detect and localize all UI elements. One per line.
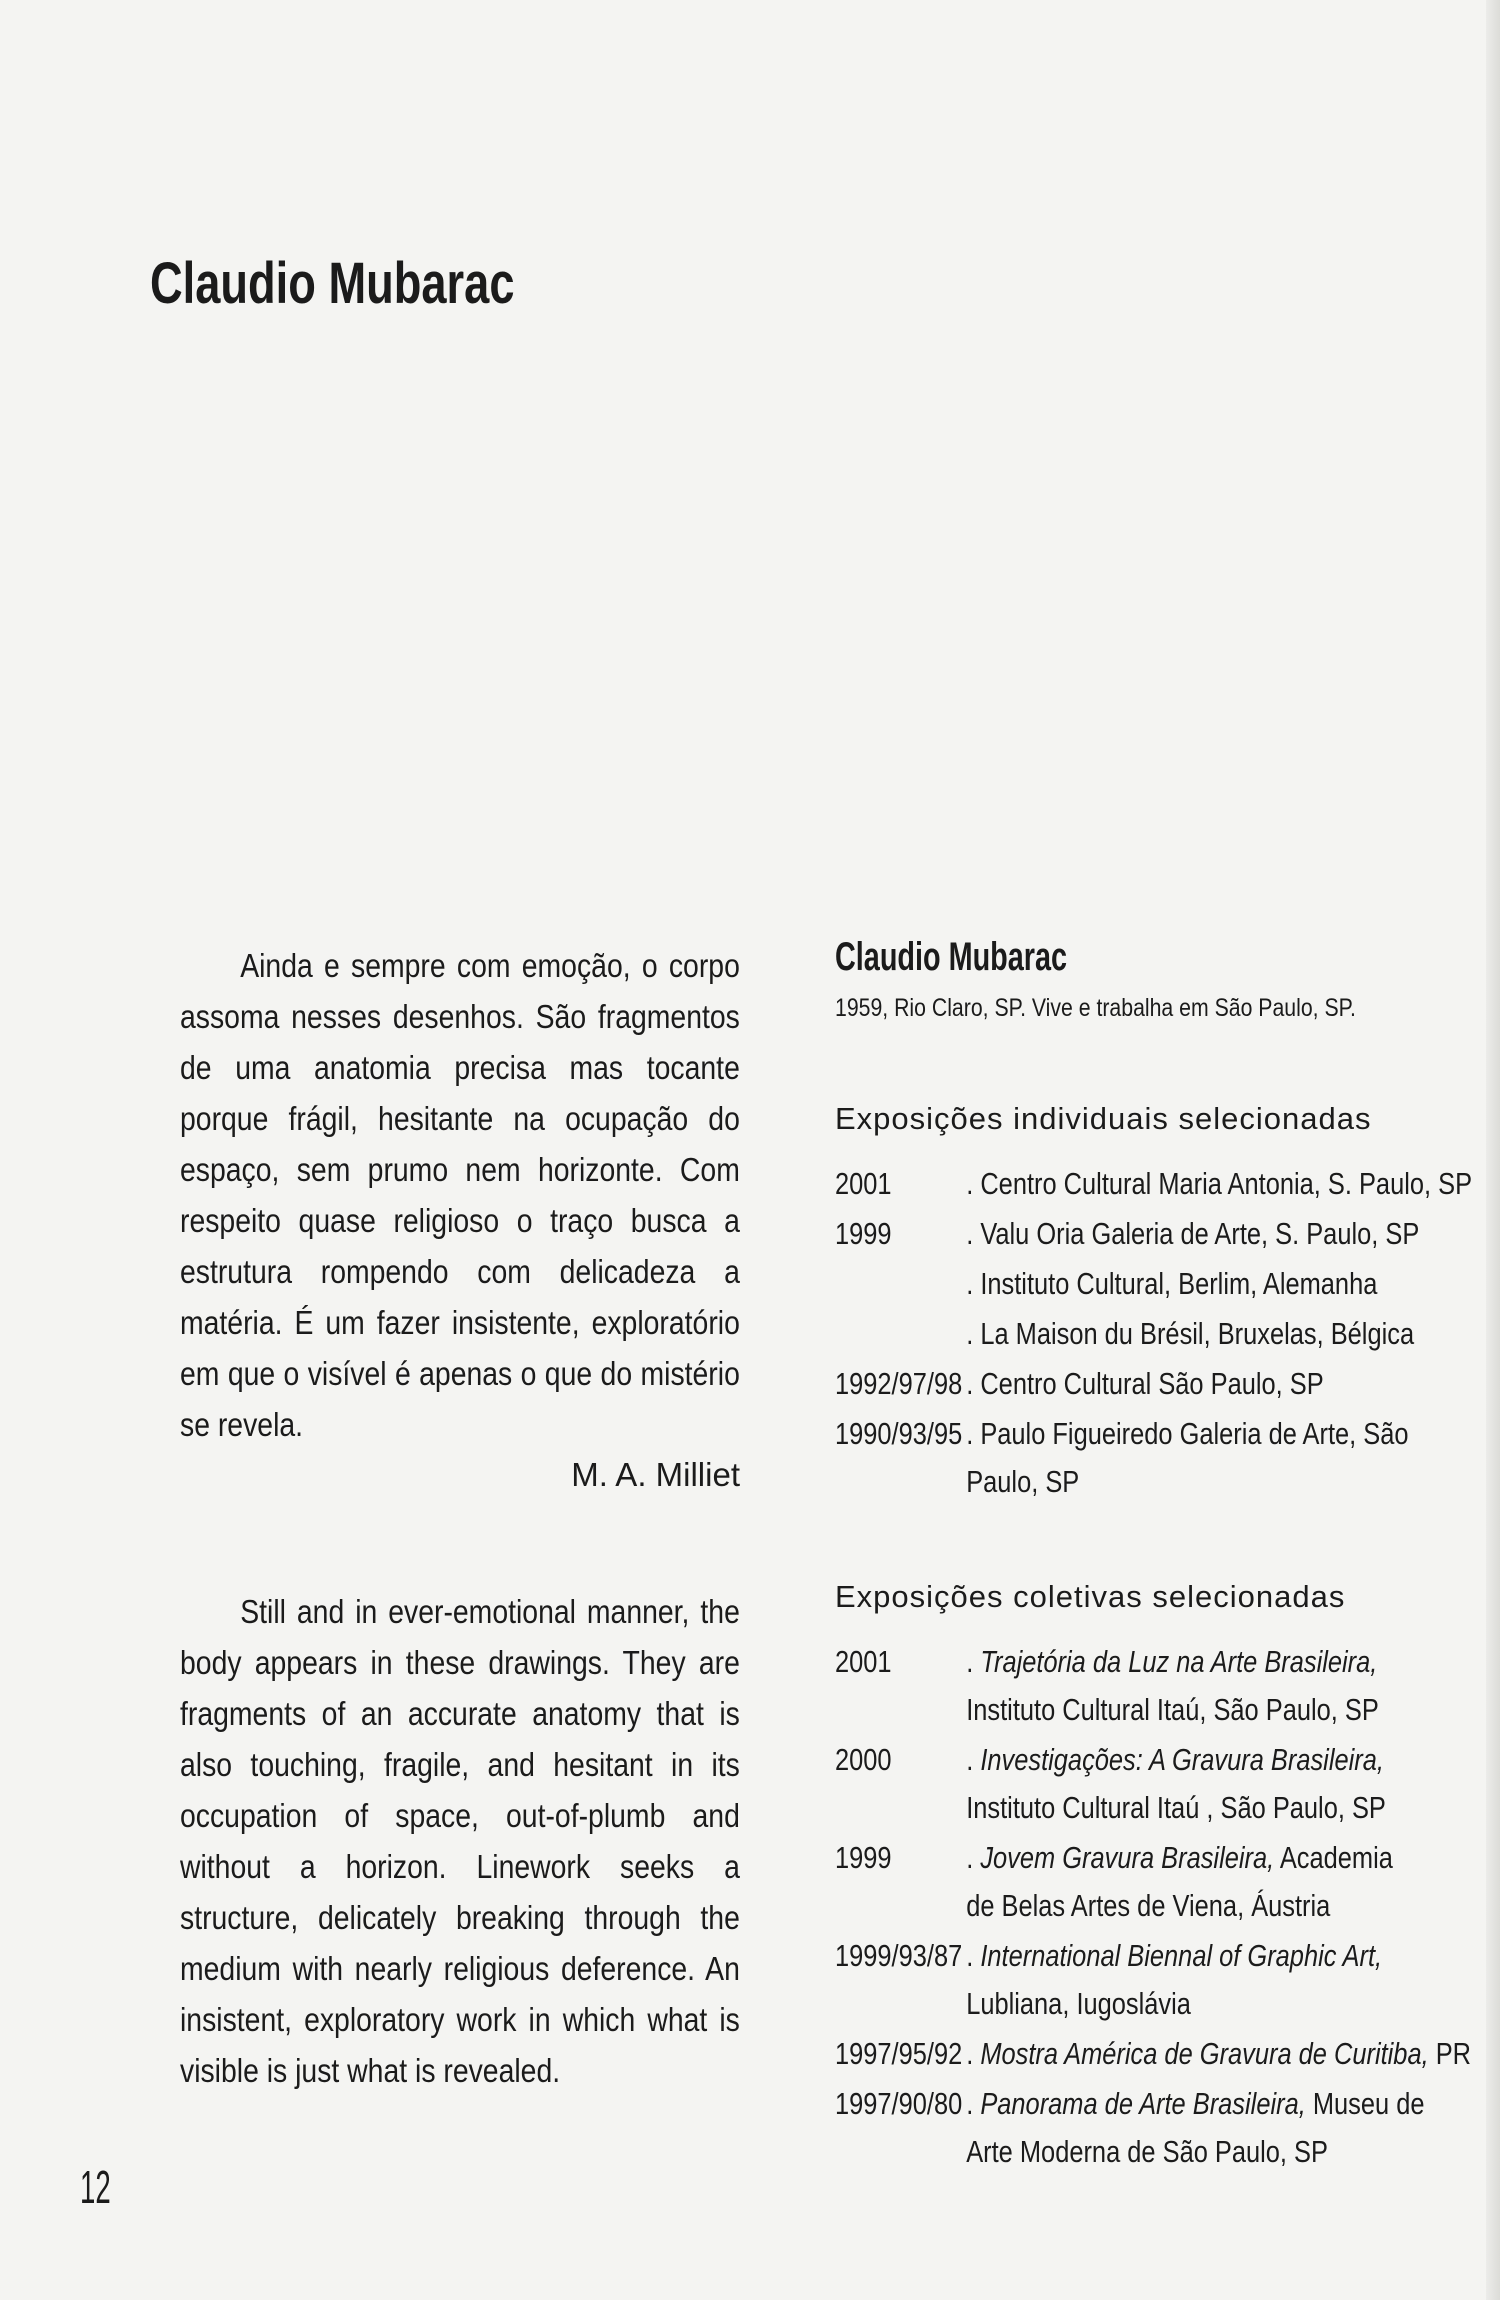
exhibition-text	[966, 1637, 1491, 1735]
solo-exhibitions-title: Exposições individuais selecionadas	[835, 1101, 1372, 1136]
exhibition-row	[835, 2029, 1491, 2079]
exhibition-year: 1999/93/87	[835, 1938, 963, 1973]
exhibition-line	[966, 2079, 1491, 2129]
exhibition-year: 2001	[835, 1644, 892, 1679]
page-edge-shadow	[1486, 0, 1500, 2300]
essay-portuguese-text: Ainda e sempre com emoção, o corpo assoma nesses desenhos. São fragmentos de uma anatomia precisa mas tocante porque frágil, hesitante na ocupação do espaço, sem prumo nem horizonte. Com respeito quase religioso o traço busca a estrutura rompendo com delicadeza a matéria. É um fazer insistente, exploratório em que o visível é apenas o que do mistério se revela.	[180, 947, 740, 1443]
artist-name: Claudio Mubarac	[835, 935, 1068, 979]
exhibition-year: 1999	[835, 1840, 892, 1875]
exhibition-bullet: .	[966, 1742, 981, 1777]
exhibition-name: Jovem Gravura Brasileira,	[980, 1840, 1275, 1875]
exhibition-text	[966, 2029, 1491, 2079]
exhibition-line	[966, 1931, 1491, 1981]
exhibition-rest: PR	[1428, 2036, 1472, 2071]
exhibition-line	[966, 1735, 1491, 1785]
exhibition-text	[966, 2079, 1491, 2177]
exhibition-row	[835, 1259, 1491, 1309]
exhibition-line: Instituto Cultural Itaú , São Paulo, SP	[966, 1790, 1386, 1825]
exhibition-text	[966, 1359, 1491, 1409]
exhibition-bullet: .	[966, 1644, 981, 1679]
exhibition-text	[966, 1409, 1491, 1507]
exhibition-line: . La Maison du Brésil, Bruxelas, Bélgica	[966, 1316, 1415, 1351]
exhibition-row	[835, 1159, 1491, 1209]
exhibition-line: . Valu Oria Galeria de Arte, S. Paulo, SP	[966, 1216, 1420, 1251]
exhibition-line: . Paulo Figueiredo Galeria de Arte, São	[966, 1416, 1409, 1451]
exhibition-bullet: .	[966, 2036, 981, 2071]
exhibition-line	[966, 1637, 1491, 1687]
exhibition-bullet: .	[966, 2086, 981, 2121]
group-exhibitions-title: Exposições coletivas selecionadas	[835, 1579, 1346, 1614]
exhibition-bullet: .	[966, 1840, 981, 1875]
exhibition-line: Lubliana, Iugoslávia	[966, 1986, 1191, 2021]
essay-english	[180, 1586, 740, 2096]
exhibition-row	[835, 1735, 1491, 1833]
exhibition-line: de Belas Artes de Viena, Áustria	[966, 1888, 1331, 1923]
exhibition-name: Mostra América de Gravura de Curitiba,	[980, 2036, 1429, 2071]
exhibition-text	[966, 1209, 1491, 1259]
exhibition-row	[835, 1359, 1491, 1409]
exhibition-row	[835, 1637, 1491, 1735]
exhibition-row	[835, 1309, 1491, 1359]
essay-portuguese	[180, 940, 740, 1450]
exhibition-row	[835, 1409, 1491, 1507]
exhibition-name: International Biennal of Graphic Art,	[980, 1938, 1383, 1973]
exhibition-year: 2001	[835, 1166, 892, 1201]
essay-column	[180, 940, 740, 2096]
exhibition-text	[966, 1309, 1491, 1359]
exhibition-rest: Academia	[1274, 1840, 1393, 1875]
exhibition-year	[835, 1259, 966, 1309]
solo-exhibitions-list	[835, 1159, 1495, 1507]
exhibition-year: 1990/93/95	[835, 1416, 963, 1451]
exhibition-line: Arte Moderna de São Paulo, SP	[966, 2134, 1328, 2169]
exhibition-row	[835, 2079, 1491, 2177]
exhibition-year: 1992/97/98	[835, 1366, 963, 1401]
exhibition-line: . Centro Cultural São Paulo, SP	[966, 1366, 1324, 1401]
exhibition-name: Trajetória da Luz na Arte Brasileira,	[980, 1644, 1378, 1679]
exhibition-line: . Centro Cultural Maria Antonia, S. Paulo, SP	[966, 1166, 1473, 1201]
exhibition-line: Paulo, SP	[966, 1464, 1080, 1499]
essay-english-text: Still and in ever-emotional manner, the body appears in these drawings. They are fragments of an accurate anatomy that is also touching, fragile, and hesitant in its occupation of space, out-of-plumb and without a horizon. Linework seeks a structure, delicately breaking through the medium with nearly religious deference. An insistent, exploratory work in which what is visible is just what is revealed.	[180, 1593, 740, 2089]
artist-birth-line: 1959, Rio Claro, SP. Vive e trabalha em São Paulo, SP.	[835, 994, 1356, 1022]
exhibition-rest: Museu de	[1305, 2086, 1425, 2121]
exhibition-name: Investigações: A Gravura Brasileira,	[980, 1742, 1384, 1777]
exhibition-line: . Instituto Cultural, Berlim, Alemanha	[966, 1266, 1378, 1301]
exhibition-year: 1997/90/80	[835, 2086, 963, 2121]
page-title: Claudio Mubarac	[150, 251, 515, 316]
page-number: 12	[80, 2161, 111, 2213]
exhibition-text	[966, 1259, 1491, 1309]
exhibition-line: Instituto Cultural Itaú, São Paulo, SP	[966, 1692, 1379, 1727]
exhibition-bullet: .	[966, 1938, 981, 1973]
exhibition-line	[966, 2029, 1491, 2079]
exhibition-row	[835, 1209, 1491, 1259]
essay-author: M. A. Milliet	[571, 1456, 740, 1493]
exhibition-row	[835, 1833, 1491, 1931]
exhibition-line	[966, 1833, 1491, 1883]
exhibition-year	[835, 1309, 966, 1359]
exhibition-year: 1997/95/92	[835, 2036, 963, 2071]
exhibition-year: 2000	[835, 1742, 892, 1777]
exhibition-row	[835, 1931, 1491, 2029]
group-exhibitions-list	[835, 1637, 1495, 2177]
exhibition-name: Panorama de Arte Brasileira,	[980, 2086, 1306, 2121]
exhibition-text	[966, 1735, 1491, 1833]
exhibition-text	[966, 1931, 1491, 2029]
exhibition-text	[966, 1159, 1491, 1209]
exhibition-text	[966, 1833, 1491, 1931]
exhibition-year: 1999	[835, 1216, 892, 1251]
biography-column	[835, 935, 1495, 2177]
